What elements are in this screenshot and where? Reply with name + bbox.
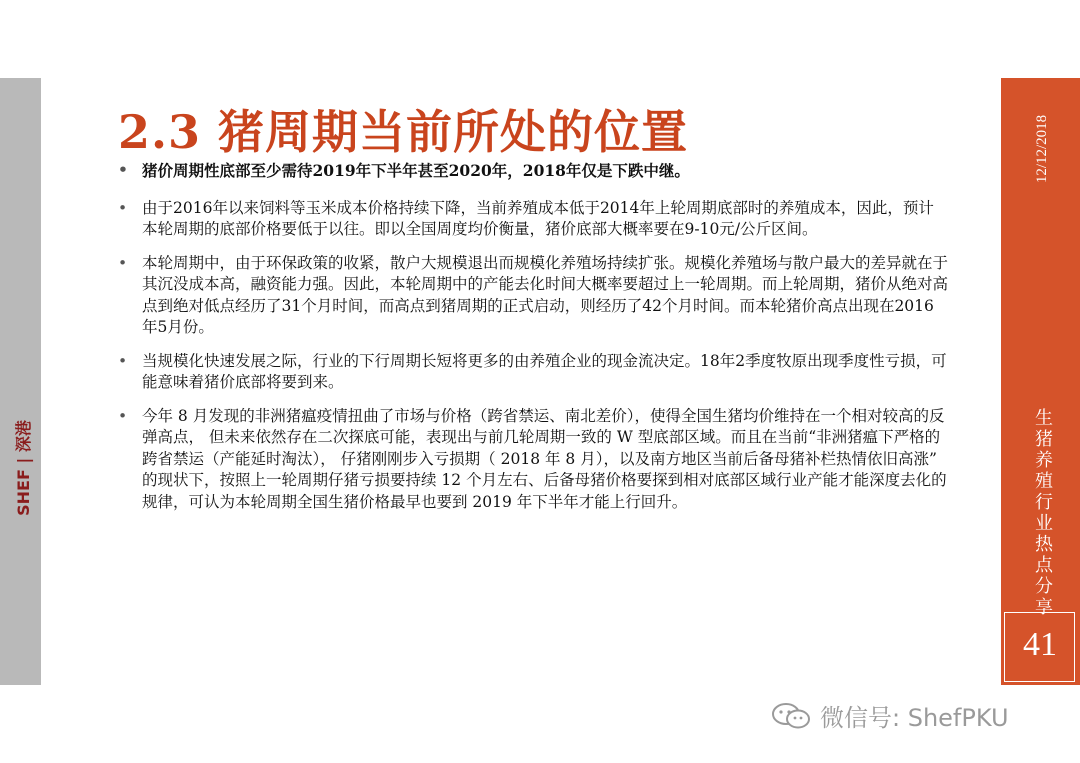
logo-text: SHEF | 深港 <box>14 420 33 516</box>
bullet-item <box>118 253 948 339</box>
wechat-watermark <box>770 698 1009 733</box>
bullet-item <box>118 198 948 241</box>
bullet-text: 本轮周期中，由于环保政策的收紧，散户大规模退出而规模化养殖场持续扩张。规模化养殖场与散户最大的差异就在于其沉没成本高，融资能力强。因此，本轮周期中的产能去化时间大概率要超过上一轮周期。而上轮周期，猪价从绝对高点到绝对低点经历了31个月时间，而高点到猪周期的正式启动，则经历了42个月时间。而本轮猪价高点出现在2016年5月份。 <box>142 253 949 336</box>
bullet-dot: • <box>118 406 128 425</box>
bullet-item <box>118 160 948 182</box>
bullet-item <box>118 406 948 514</box>
page-number: 41 <box>1023 626 1057 663</box>
bullet-dot: • <box>118 253 128 272</box>
page-title: 2.3 猪周期当前所处的位置 <box>118 105 689 159</box>
watermark-text: 微信号: ShefPKU <box>820 704 1009 732</box>
slide-date: 12/12/2018 <box>1034 114 1050 184</box>
bullet-dot: • <box>118 351 128 370</box>
bullet-text: 由于2016年以来饲料等玉米成本价格持续下降，当前养殖成本低于2014年上轮周期底部时的养殖成本，因此，预计本轮周期的底部价格要低于以往。即以全国周度均价衡量，猪价底部大概率要在9-10元/公斤区间。 <box>142 198 934 238</box>
bullet-item <box>118 351 948 394</box>
side-section-title: 生猪养殖行业热点分享 <box>1035 408 1053 618</box>
left-decorative-bar <box>0 78 41 685</box>
wechat-icon <box>770 701 814 731</box>
bullet-text: 今年 8 月发现的非洲猪瘟疫情扭曲了市场与价格（跨省禁运、南北差价），使得全国生猪均价维持在一个相对较高的反弹高点， 但未来依然存在二次探底可能，表现出与前几轮周期一致的 W 型底部区域。而且在当前“非洲猪瘟下严格的跨省禁运（产能延时淘汰）， 仔猪刚刚步入亏损期（ 2018 年 8 月），以及南方地区当前后备母猪补栏热情依旧高涨” 的现状下，按照上一轮周期仔猪亏损要持续 12 个月左右、后备母猪价格要探到相对底部区域行业产能才能深度去化的规律，可认为本轮周期全国生猪价格最早也要到 2019 年下半年才能上行回升。 <box>142 406 947 511</box>
bullet-dot: • <box>118 161 128 179</box>
bullet-dot: • <box>118 198 128 217</box>
bullet-text: 当规模化快速发展之际，行业的下行周期长短将更多的由养殖企业的现金流决定。18年2季度牧原出现季度性亏损，可能意味着猪价底部将要到来。 <box>142 351 947 391</box>
bullet-list <box>118 160 948 525</box>
shef-logo <box>2 398 39 538</box>
bullet-text: 猪价周期性底部至少需待2019年下半年甚至2020年，2018年仅是下跌中继。 <box>142 161 690 180</box>
